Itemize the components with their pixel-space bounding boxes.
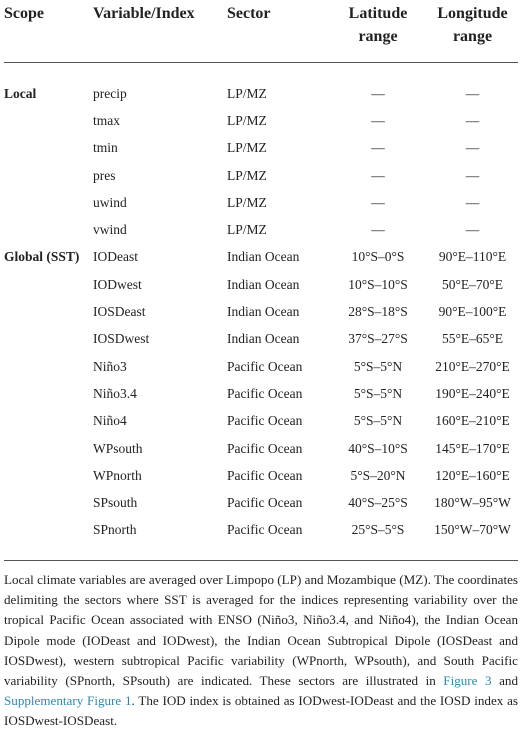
bottom-rule [4, 560, 518, 561]
table-row [4, 380, 518, 407]
header-latitude [329, 0, 427, 60]
latitude-cell: — [371, 85, 385, 101]
table-row [4, 271, 518, 298]
table-row [4, 80, 518, 107]
table-row [4, 353, 518, 380]
table-row [4, 435, 518, 462]
variable-cell: SPsouth [93, 495, 138, 511]
variable-cell: uwind [93, 194, 127, 210]
longitude-cell: 160°E–210°E [435, 413, 510, 429]
scope-cell [4, 135, 93, 162]
latitude-cell: 5°S–5°N [353, 413, 403, 429]
latitude-cell: 40°S–10°S [348, 440, 408, 456]
scope-cell: Local [4, 85, 37, 101]
sector-cell: Pacific Ocean [227, 413, 303, 429]
table-row [4, 462, 518, 489]
longitude-cell: 55°E–65°E [441, 331, 504, 347]
variable-cell: IODwest [93, 276, 142, 292]
longitude-cell: 90°E–110°E [438, 249, 507, 265]
header-row [4, 0, 518, 60]
variable-cell: tmin [93, 140, 118, 156]
header-longitude-line1: Longitude [437, 5, 508, 22]
variable-cell: vwind [93, 222, 127, 238]
sector-cell: Pacific Ocean [227, 495, 303, 511]
header-rule [4, 62, 518, 63]
longitude-cell: 50°E–70°E [441, 276, 504, 292]
header-latitude-line1: Latitude [348, 5, 408, 22]
longitude-cell: 210°E–270°E [435, 358, 510, 374]
table-row [4, 489, 518, 516]
header-latitude-line2: range [358, 28, 398, 45]
latitude-cell: — [371, 140, 385, 156]
sector-cell: Pacific Ocean [227, 358, 303, 374]
header-variable: Variable/Index [93, 5, 195, 22]
table-row [4, 162, 518, 189]
table-row [4, 107, 518, 134]
header-sector: Sector [227, 5, 271, 22]
sector-cell: Pacific Ocean [227, 522, 303, 538]
variable-cell: WPsouth [93, 440, 143, 456]
table-row [4, 517, 518, 544]
scope-cell: Global (SST) [4, 249, 80, 265]
scope-cell [4, 189, 93, 216]
footnote-text-mid: and [491, 673, 518, 689]
latitude-cell: 25°S–5°S [351, 522, 405, 538]
longitude-cell: — [465, 222, 480, 238]
table-row [4, 408, 518, 435]
variable-cell: Niño4 [93, 413, 127, 429]
variable-cell: IOSDeast [93, 304, 146, 320]
table-row [4, 326, 518, 353]
variable-cell: Niño3 [93, 358, 127, 374]
longitude-cell: — [465, 112, 480, 128]
scope-cell [4, 216, 93, 243]
header-longitude [427, 0, 518, 60]
sector-cell: LP/MZ [227, 222, 267, 238]
longitude-cell: — [465, 167, 480, 183]
table-row [4, 244, 518, 271]
variable-cell: precip [93, 85, 127, 101]
longitude-cell: 190°E–240°E [435, 385, 510, 401]
sector-cell: Indian Ocean [227, 304, 300, 320]
longitude-cell: 145°E–170°E [435, 440, 510, 456]
supplementary-figure-1-link[interactable]: Supplementary Figure 1 [4, 693, 132, 709]
sector-cell: Indian Ocean [227, 276, 300, 292]
sector-cell: Indian Ocean [227, 249, 300, 265]
table-row [4, 189, 518, 216]
latitude-cell: 5°S–20°N [350, 467, 406, 483]
sector-cell: LP/MZ [227, 194, 267, 210]
table-row [4, 298, 518, 325]
scope-cell [4, 380, 93, 407]
longitude-cell: 120°E–160°E [435, 467, 510, 483]
latitude-cell: — [371, 222, 385, 238]
sector-cell: LP/MZ [227, 112, 267, 128]
scope-cell [4, 435, 93, 462]
longitude-cell: 90°E–100°E [438, 304, 507, 320]
latitude-cell: 10°S–0°S [351, 249, 405, 265]
variable-cell: IODeast [93, 249, 138, 265]
latitude-cell: 5°S–5°N [353, 385, 403, 401]
scope-cell [4, 107, 93, 134]
scope-cell [4, 326, 93, 353]
longitude-cell: 180°W–95°W [434, 495, 511, 511]
scope-cell [4, 162, 93, 189]
table-footnote [4, 570, 518, 732]
sector-cell: Pacific Ocean [227, 467, 303, 483]
latitude-cell: — [371, 167, 385, 183]
longitude-cell: 150°W–70°W [434, 522, 511, 538]
footnote-text-before: Local climate variables are averaged over Limpopo (LP) and Mozambique (MZ). The coordinates delimiting the sectors where SST is averaged for the indices representing variability over the tropical Pacific Ocean associated with ENSO (Niño3, Niño3.4, and Niño4), the Indian Ocean Dipole mode (IODeast and IODwest), the Indian Ocean Subtropical Dipole (IOSDeast and IOSDwest), western subtropical Pacific variability (WPnorth, WPsouth), and South Pacific variability (SPnorth, SPsouth) are indicated. These sectors are illustrated in [4, 572, 518, 689]
sector-cell: LP/MZ [227, 85, 267, 101]
variable-cell: tmax [93, 112, 120, 128]
variable-cell: pres [93, 167, 116, 183]
scope-cell [4, 408, 93, 435]
scope-cell [4, 298, 93, 325]
variable-cell: Niño3.4 [93, 385, 137, 401]
table-row [4, 135, 518, 162]
data-table [4, 0, 518, 544]
table-row [4, 216, 518, 243]
latitude-cell: — [371, 194, 385, 210]
scope-cell [4, 271, 93, 298]
longitude-cell: — [465, 140, 480, 156]
sector-cell: Pacific Ocean [227, 385, 303, 401]
scope-cell [4, 517, 93, 544]
variable-cell: SPnorth [93, 522, 137, 538]
latitude-cell: 28°S–18°S [348, 304, 408, 320]
header-longitude-line2: range [452, 28, 493, 45]
latitude-cell: 10°S–10°S [348, 276, 408, 292]
latitude-cell: 40°S–25°S [348, 495, 408, 511]
figure-3-link[interactable]: Figure 3 [443, 673, 492, 689]
scope-cell [4, 353, 93, 380]
latitude-cell: 5°S–5°N [353, 358, 403, 374]
scope-cell [4, 462, 93, 489]
longitude-cell: — [465, 194, 480, 210]
latitude-cell: — [371, 112, 385, 128]
scope-cell [4, 489, 93, 516]
longitude-cell: — [465, 85, 480, 101]
table-body [4, 80, 518, 544]
sector-cell: Pacific Ocean [227, 440, 303, 456]
variable-cell: IOSDwest [93, 331, 150, 347]
header-scope: Scope [4, 5, 44, 22]
sector-cell: Indian Ocean [227, 331, 300, 347]
sector-cell: LP/MZ [227, 140, 267, 156]
variable-cell: WPnorth [93, 467, 142, 483]
sector-cell: LP/MZ [227, 167, 267, 183]
footnote-text-after: . The IOD index is obtained as IODwest-IODeast and the IOSD index as IOSDwest-IOSDeast. [4, 693, 518, 729]
latitude-cell: 37°S–27°S [348, 331, 408, 347]
